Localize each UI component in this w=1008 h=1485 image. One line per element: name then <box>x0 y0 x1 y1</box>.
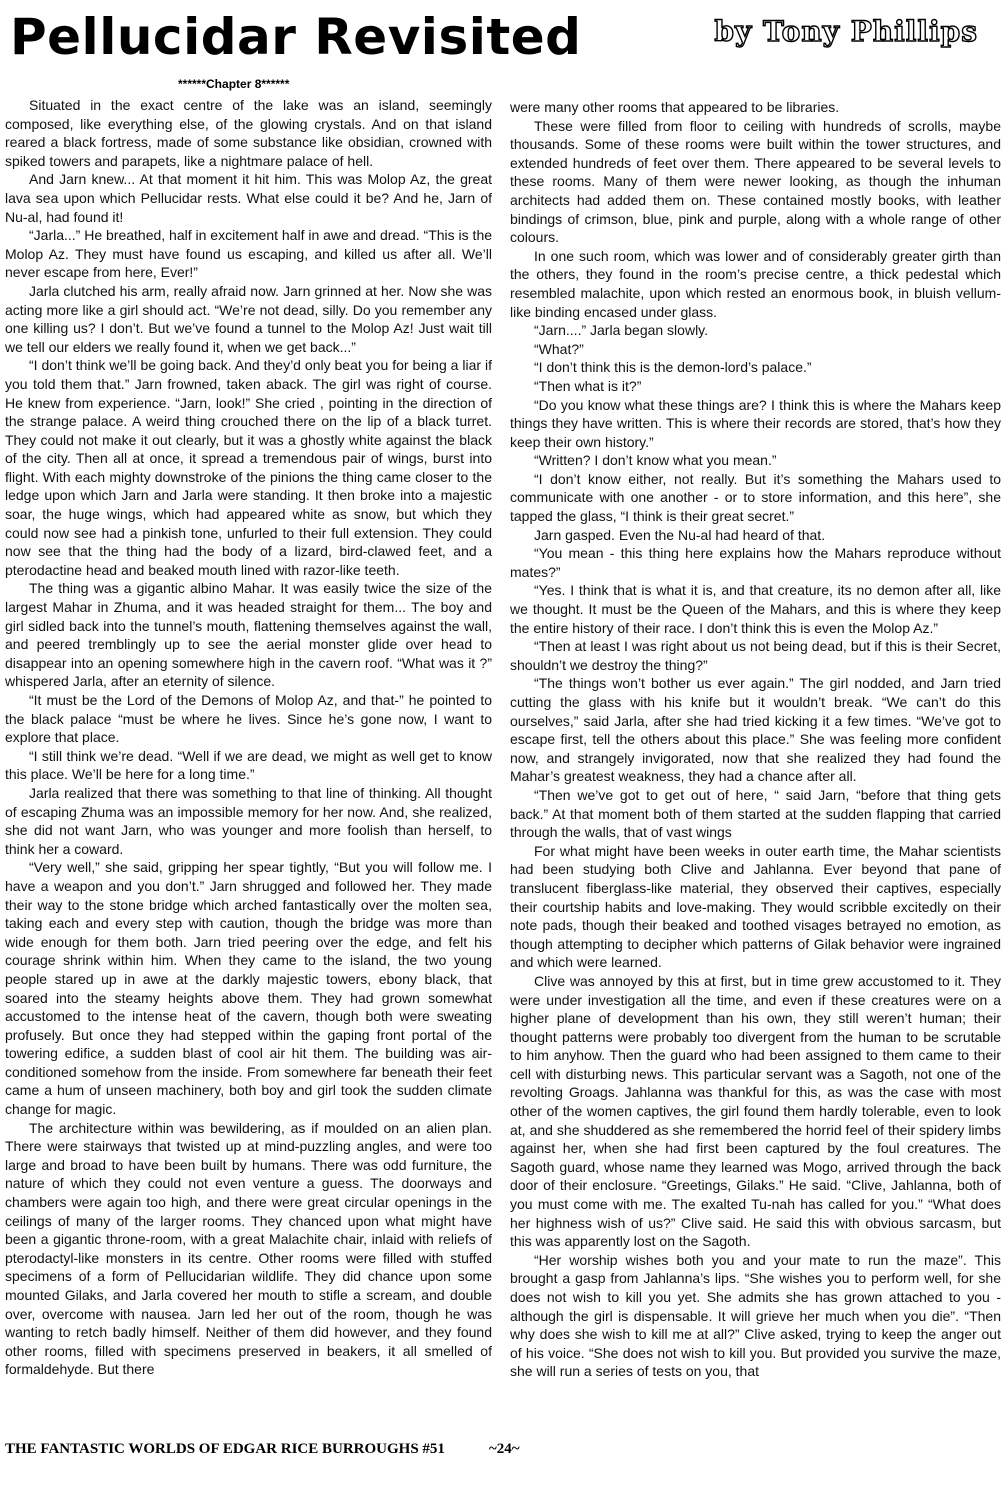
right-text-column <box>510 98 1001 1430</box>
paragraph: “What?” <box>534 340 584 357</box>
paragraph: “I still think we’re dead. “Well if we are dead, we might as well get to know this place. We’ll be here for a long time.” <box>5 747 492 783</box>
page-number: ~24~ <box>489 1441 520 1457</box>
paragraph: “Yes. I think that is what it is, and that creature, its no demon after all, like we thought. It must be the Queen of the Mahars, and this is where they keep the entire history of their race. I don’t think this is even the Molop Az.” <box>510 582 1001 636</box>
paragraph: Situated in the exact centre of the lake was an island, seemingly composed, like everything else, of the glowing crystals. And on that island reared a black fortress, made of some substance like obsidian, crowned with spiked towers and parapets, like a nightmare palace of hell. <box>5 97 492 169</box>
paragraph: were many other rooms that appeared to be libraries. <box>510 99 840 115</box>
paragraph: “You mean - this thing here explains how the Mahars reproduce without mates?” <box>510 545 1001 580</box>
paragraph: These were filled from floor to ceiling with hundreds of scrolls, maybe thousands. Some of these rooms were built within the tower structures, and extended hundreds of feet over them. There appeared to be several levels to these rooms. Many of them were newer looking, as though the inhuman architects had added them on. These contained mostly books, with leather bindings of crimson, blue, pink and purple, along with a whole range of other colours. <box>510 117 1001 246</box>
author-byline: by Tony Phillips <box>714 15 978 48</box>
paragraph: “I don’t know either, not really. But it’s something the Mahars used to communicate with one another - or to store information, and this here”, she tapped the glass, “I think is their great secret.” <box>510 470 1001 525</box>
paragraph: “I don’t think we’ll be going back. And they’d only beat you for being a liar if you told them that.” Jarn frowned, taken aback. The girl was right of course. He knew from experience. “Jarn, look!” She cried , pointing in the direction of the strange palace. A weird thing crouched there on the lip of a black turret. They could not make it out clearly, but it was a ghostly white against the black of the city. Then all at once, it spread a tremendous pair of wings, burst into flight. With each mighty downstroke of the pinions the thing came closer to the ledge upon which Jarn and Jarla were standing. It then broke into a majestic soar, the huge wings, which had appeared white as snow, but which they could now see had a pinkish tone, unfurled to their full extension. They could now see that the thing had the body of a lizard, bird-clawed feet, and a pterodactine head and beaked mouth lined with razor-like teeth. <box>5 357 492 578</box>
paragraph: The thing was a gigantic albino Mahar. It was easily twice the size of the largest Mahar in Zhuma, and it was headed straight for them... The boy and girl sidled back into the tunnel’s mouth, flattening themselves against the wall, and peered tremblingly up to see the aerial monster glide over head to disappear into an opening somewhere high in the cavern roof. “What was it ?” whispered Jarla, after an eternity of silence. <box>5 580 492 690</box>
paragraph: “Jarla...” He breathed, half in excitement half in awe and dread. “This is the Molop Az. They must have found us escaping, and killed us after all. We’ll never escape from here, Ever!” <box>5 227 492 281</box>
paragraph: Jarla realized that there was something to that line of thinking. All thought of escaping Zhuma was an impossible memory for her now. And, she realized, she did not want Jarn, who was younger and more foolish than herself, to think her a coward. <box>5 784 492 857</box>
paragraph: “It must be the Lord of the Demons of Molop Az, and that-” he pointed to the black palace “must be where he lives. Since he’s gone now, I want to explore that place. <box>5 692 492 746</box>
paragraph: And Jarn knew... At that moment it hit him. This was Molop Az, the great lava sea upon which Pellucidar rests. What else could it be? And he, Jarn of Nu-al, had found it! <box>5 171 492 225</box>
chapter-heading: ******Chapter 8****** <box>178 77 290 91</box>
paragraph: Jarn gasped. Even the Nu-al had heard of that. <box>534 526 826 543</box>
left-text-column <box>5 96 492 1428</box>
story-title: Pellucidar Revisited <box>10 8 582 66</box>
paragraph: “Do you know what these things are? I think this is where the Mahars keep things they have written. This is where their records are stored, that’s how they keep their own history.” <box>510 396 1001 450</box>
paragraph: “The things won’t bother us ever again.” The girl nodded, and Jarn tried cutting the glass with his knife but it wouldn’t break. “We can’t do this ourselves,” said Jarla, after she had tried kicking it a few times. “We’ve got to escape first, tell the others about this place.” She was feeling more confident now, and strangely invigorated, now that she realized they had found the Mahar’s greatest weakness, they had a chance after all. <box>510 675 1001 785</box>
paragraph: “Then at least I was right about us not being dead, but if this is their Secret, shouldn’t we destroy the thing?” <box>510 638 1001 673</box>
paragraph: “Then we’ve got to get out of here, “ said Jarn, “before that thing gets back.” At that moment both of them started at the sudden flapping that carried through the walls, that of vast wings <box>510 786 1001 841</box>
paragraph: “Jarn....” Jarla began slowly. <box>534 322 709 339</box>
paragraph: In one such room, which was lower and of considerably greater girth than the others, they found in the room’s precise centre, a thick pedestal which resembled malachite, upon which rested an enormous book, in bluish vellum-like binding encased under glass. <box>510 247 1001 320</box>
paragraph: For what might have been weeks in outer earth time, the Mahar scientists had been studying both Clive and Jahlanna. Ever beyond that pane of translucent fiberglass-like material, they observed their captives, especially their courtship habits and love-making. They would scribble excitedly on their note pads, though their beaked and toothed visages betrayed no emotion, as though attempting to decipher which patterns of Gilak behavior were ingrained and which were learned. <box>510 842 1001 971</box>
paragraph: The architecture within was bewildering, as if moulded on an alien plan. There were stairways that twisted up at mind-puzzling angles, and were too large and broad to have been built by humans. There was odd furniture, the nature of which they could not even venture a guess. The doorways and chambers were again too high, and there were great circular openings in the ceilings of many of the larger rooms. They chanced upon what might have been a gigantic throne-room, with a great Malachite chair, inlaid with reliefs of pterodactyl-like monsters in its centre. Other rooms were filled with stuffed specimens of a form of Pellucidarian wildlife. They did chance upon some mounted Gilaks, and Jarla covered her mouth to stifle a scream, and double over, overcome with nausea. Jarn led her out of the room, though he was wanting to retch badly himself. Neither of them did however, and they found other rooms, filled with specimens preserved in beakers, it all smelled of formaldehyde. But there <box>5 1119 492 1378</box>
paragraph: “Then what is it?” <box>534 377 642 394</box>
publication-footer: THE FANTASTIC WORLDS OF EDGAR RICE BURROUGHS #51 <box>5 1441 445 1457</box>
paragraph: Jarla clutched his arm, really afraid now. Jarn grinned at her. Now she was acting more like a girl should act. “We’re not dead, silly. Do you remember any one killing us? I don’t. But we’ve found a tunnel to the Molop Az! Just wait till we tell our elders we really found it, when we get back...” <box>5 282 492 355</box>
paragraph: Clive was annoyed by this at first, but in time grew accustomed to it. They were under investigation all the time, and even if these creatures were on a higher plane of development than his own, they still weren’t human; their thought patterns were probably too divergent from the human to be scrutable to him anyhow. Then the guard who had been assigned to them came to their cell with disturbing news. This particular servant was a Sagoth, not one of the revolting Groags. Jahlanna was thankful for this, as was the case with most other of the women captives, the girl found them hardly tolerable, even to look at, and she shuddered as she remembered the horrid feel of their spidery limbs against her, when she had first been captured by the foul creatures. The Sagoth guard, whose name they learned was Mogo, arrived through the back door of their enclosure. “Greetings, Gilaks.” He said. “Clive, Jahlanna, both of you must come with me. The exalted Tu-nah has called for you.” “What does her highness wish of us?” Clive said. He said this with obvious sarcasm, but this was apparently lost on the Sagoth. <box>510 972 1001 1250</box>
paragraph: “Very well,” she said, gripping her spear tightly, “But you will follow me. I have a weapon and you don’t.” Jarn shrugged and followed her. They made their way to the stone bridge which arched fantastically over the molten sea, taking each and every step with caution, though the bridge was more than wide enough for them both. Jarn tried peering over the edge, and felt his courage shrink within him. When they came to the island, the two young people stared up in awe at the darkly majestic towers, ebony black, that soared into the steamy heights above them. They had grown somewhat accustomed to the intense heat of the cavern, though both were sweating profusely. But once they had stepped within the gaping front portal of the towering edifice, a sudden blast of cool air hit them. The building was air-conditioned somehow from the inside. From somewhere far beneath their feet came a hum of unseen machinery, both boy and girl took the sudden climate change for magic. <box>5 859 492 1118</box>
paragraph: “Her worship wishes both you and your mate to run the maze”. This brought a gasp from Jahlanna’s lips. “She wishes you to perform well, for she does not wish to kill you yet. She admits she has grown attached to you - although the girl is dispensable. It will grieve her much when you die”. “Then why does she wish to kill me at all?” Clive asked, trying to keep the anger out of his voice. “She does not wish to kill you. But provided you survive the maze, she will run a series of tests on you, that <box>510 1251 1001 1380</box>
paragraph: “I don’t think this is the demon-lord’s palace.” <box>534 359 812 376</box>
paragraph: “Written? I don’t know what you mean.” <box>534 452 777 469</box>
